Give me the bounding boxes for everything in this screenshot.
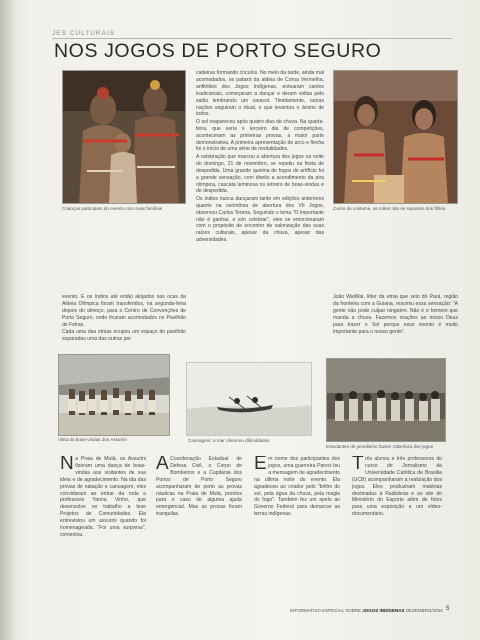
lower-column-1	[60, 456, 146, 584]
photo-family-image	[63, 71, 186, 204]
paragraph: Coordenação Estadual de Defesa Civil, o Corpo de Bombeiros e a Capitania dos Portos de Porto Seguro acompanharam de perto as provas náuticas na Praia de Mutá, prontos para o caso de alguma ajuda emergencial. Mas as provas foram tranquilas.	[156, 456, 242, 518]
lower-column-2	[156, 456, 242, 584]
paragraph: O sol reapareceu após quatro dias de chuva. Na quarta-feira, que seria o terceiro dia de competições, aconteceram as primeiras provas, a maior parte demonstrativa. A primeira apresentação de arco e flecha foi o início de uma série de modalidades.	[196, 118, 324, 153]
photo-dancers-image	[59, 355, 170, 436]
photo-canoe-image	[187, 363, 312, 436]
paragraph: Cada uma das etnias ocupou um espaço do pavilhão separadas uma das outras por	[62, 329, 186, 342]
page-footer	[290, 608, 443, 613]
photo-family-caption: Crianças participam do evento com suas famílias	[62, 206, 163, 211]
page-title: NOS JOGOS DE PORTO SEGURO	[54, 40, 382, 62]
photo-students-image	[327, 359, 446, 442]
photo-women-image	[334, 71, 458, 204]
text-column-1	[62, 294, 186, 356]
paragraph: cadeiras formando círculos. No meio da tarde, ainda mal acomodados, os pataxó da aldeia de Coroa Vermelha, anfitriões dos Jogos Indígenas, entoaram cantos tradicionais, começaram a dançar e deram voltas pelo salão lembrando um caracol. Timidamente, outras nações seguiram o ritual, o que levantou o ânimo de todos.	[196, 70, 324, 118]
drop-cap: A	[156, 456, 169, 474]
footer-text: INFORMATIVO ESPECIAL SOBRE	[290, 608, 362, 613]
photo-students-caption: Estudantes de jornalismo fazem cobertura dos jogos	[326, 444, 433, 449]
photo-beach-dancers	[58, 354, 170, 436]
footer-date: DEZEMBRO/2004	[405, 608, 443, 613]
lower-column-4	[352, 456, 442, 584]
lower-column-3	[254, 456, 340, 584]
paragraph: Os índios nunca dançaram tanto em edições anteriores quanto na cerimônia de abertura dos VII Jogos, observou Carlos Terena. Seguindo o lema "O importante não é ganhar, e sim celebrar", eles se emocionaram com o propósito de encontro de valorização das suas raízes culturais, apesar da chuva, apesar das adversidades.	[196, 195, 324, 244]
photo-dancers-caption: Vista da boas-vindas dos Assurini	[58, 437, 127, 442]
section-label: JES CULTURAIS	[52, 30, 116, 37]
drop-cap: E	[254, 456, 267, 474]
paragraph: evento. E os índios até então alojados nas ocas da Aldeia Olímpica foram transferidos, na segunda-feira depois do almoço, para o Centro de Convenções de Porto Seguro, onde ficaram acomodados no Pavilhão de Feiras.	[62, 294, 186, 328]
paragraph: a Praia de Mutá, os Assurini fizeram uma dança de boas-vindas aos visitantes de sua ideia e de agradecimento. Na ida das provas de natação e canoagem, eles convidaram ao entrar da roda a professora Yanna Vinho, que desenvolve no trabalho a tese Projetos de Comunidades. Ela entrevistou um assurini quando foi homenageada. "Foi uma surpresa", comentou.	[60, 456, 146, 538]
photo-indigenous-family	[62, 70, 186, 204]
photo-women-child	[333, 70, 458, 204]
text-column-3	[333, 294, 458, 344]
page-number: 5	[446, 606, 450, 612]
paragraph: A celebração que marcou a abertura dos jogos na noite do domingo, 21 de novembro, se repetiu na festa de despedida. Uma grande queima de fogos de artifício foi a grande sensação, com direito a acendimento da pira olímpica, cascata luminosa no letreiro de boas-vindas e de despedida.	[196, 153, 324, 195]
photo-canoeing	[186, 362, 312, 436]
photo-canoe-caption: Canoagem: a mar ofereceu dificuldades	[188, 438, 270, 443]
paragraph: rês alunos e três professores do curso de Jornalismo da Universidade Católica de Brasília (UCB) acompanharam a realização dos jogos. Eles produziram matérias destinadas à Radiobrás e ao site do Ministério do Esporte além de fotos para uma exposição e um vídeo-documentário.	[352, 456, 442, 518]
photo-journalism-students	[326, 358, 446, 442]
header-rule	[52, 38, 452, 39]
text-column-2	[196, 70, 324, 356]
page-binding	[0, 0, 14, 640]
paragraph: João WaiWai, líder da etnia que veio do Pará, região da fronteira com a Guiana, resumiu essa sensação: "A gente não pode culpar ninguém. Não é o homem que manda a chuva. Fazemos orações ao nosso Deus para trazer o Sol porque esse evento é muito importante para o nosso gente".	[333, 294, 458, 335]
drop-cap: N	[60, 456, 74, 474]
drop-cap: T	[352, 456, 364, 474]
photo-women-caption: Curso de costume, as mães não se separam dos filhos	[333, 206, 446, 211]
footer-bold-text: JOGOS INDÍGENAS	[362, 608, 405, 613]
paragraph: m nome dos participantes dos jogos, uma guerreira Pareci leu a mensagem de agradecimento na última noite do evento. Ela agradeceu ao criador pelo "brilho do sol, pela água da chuva, pela magia do fogo". Também fez um apelo ao Governo Federal para demarcar as terras indígenas.	[254, 456, 340, 518]
